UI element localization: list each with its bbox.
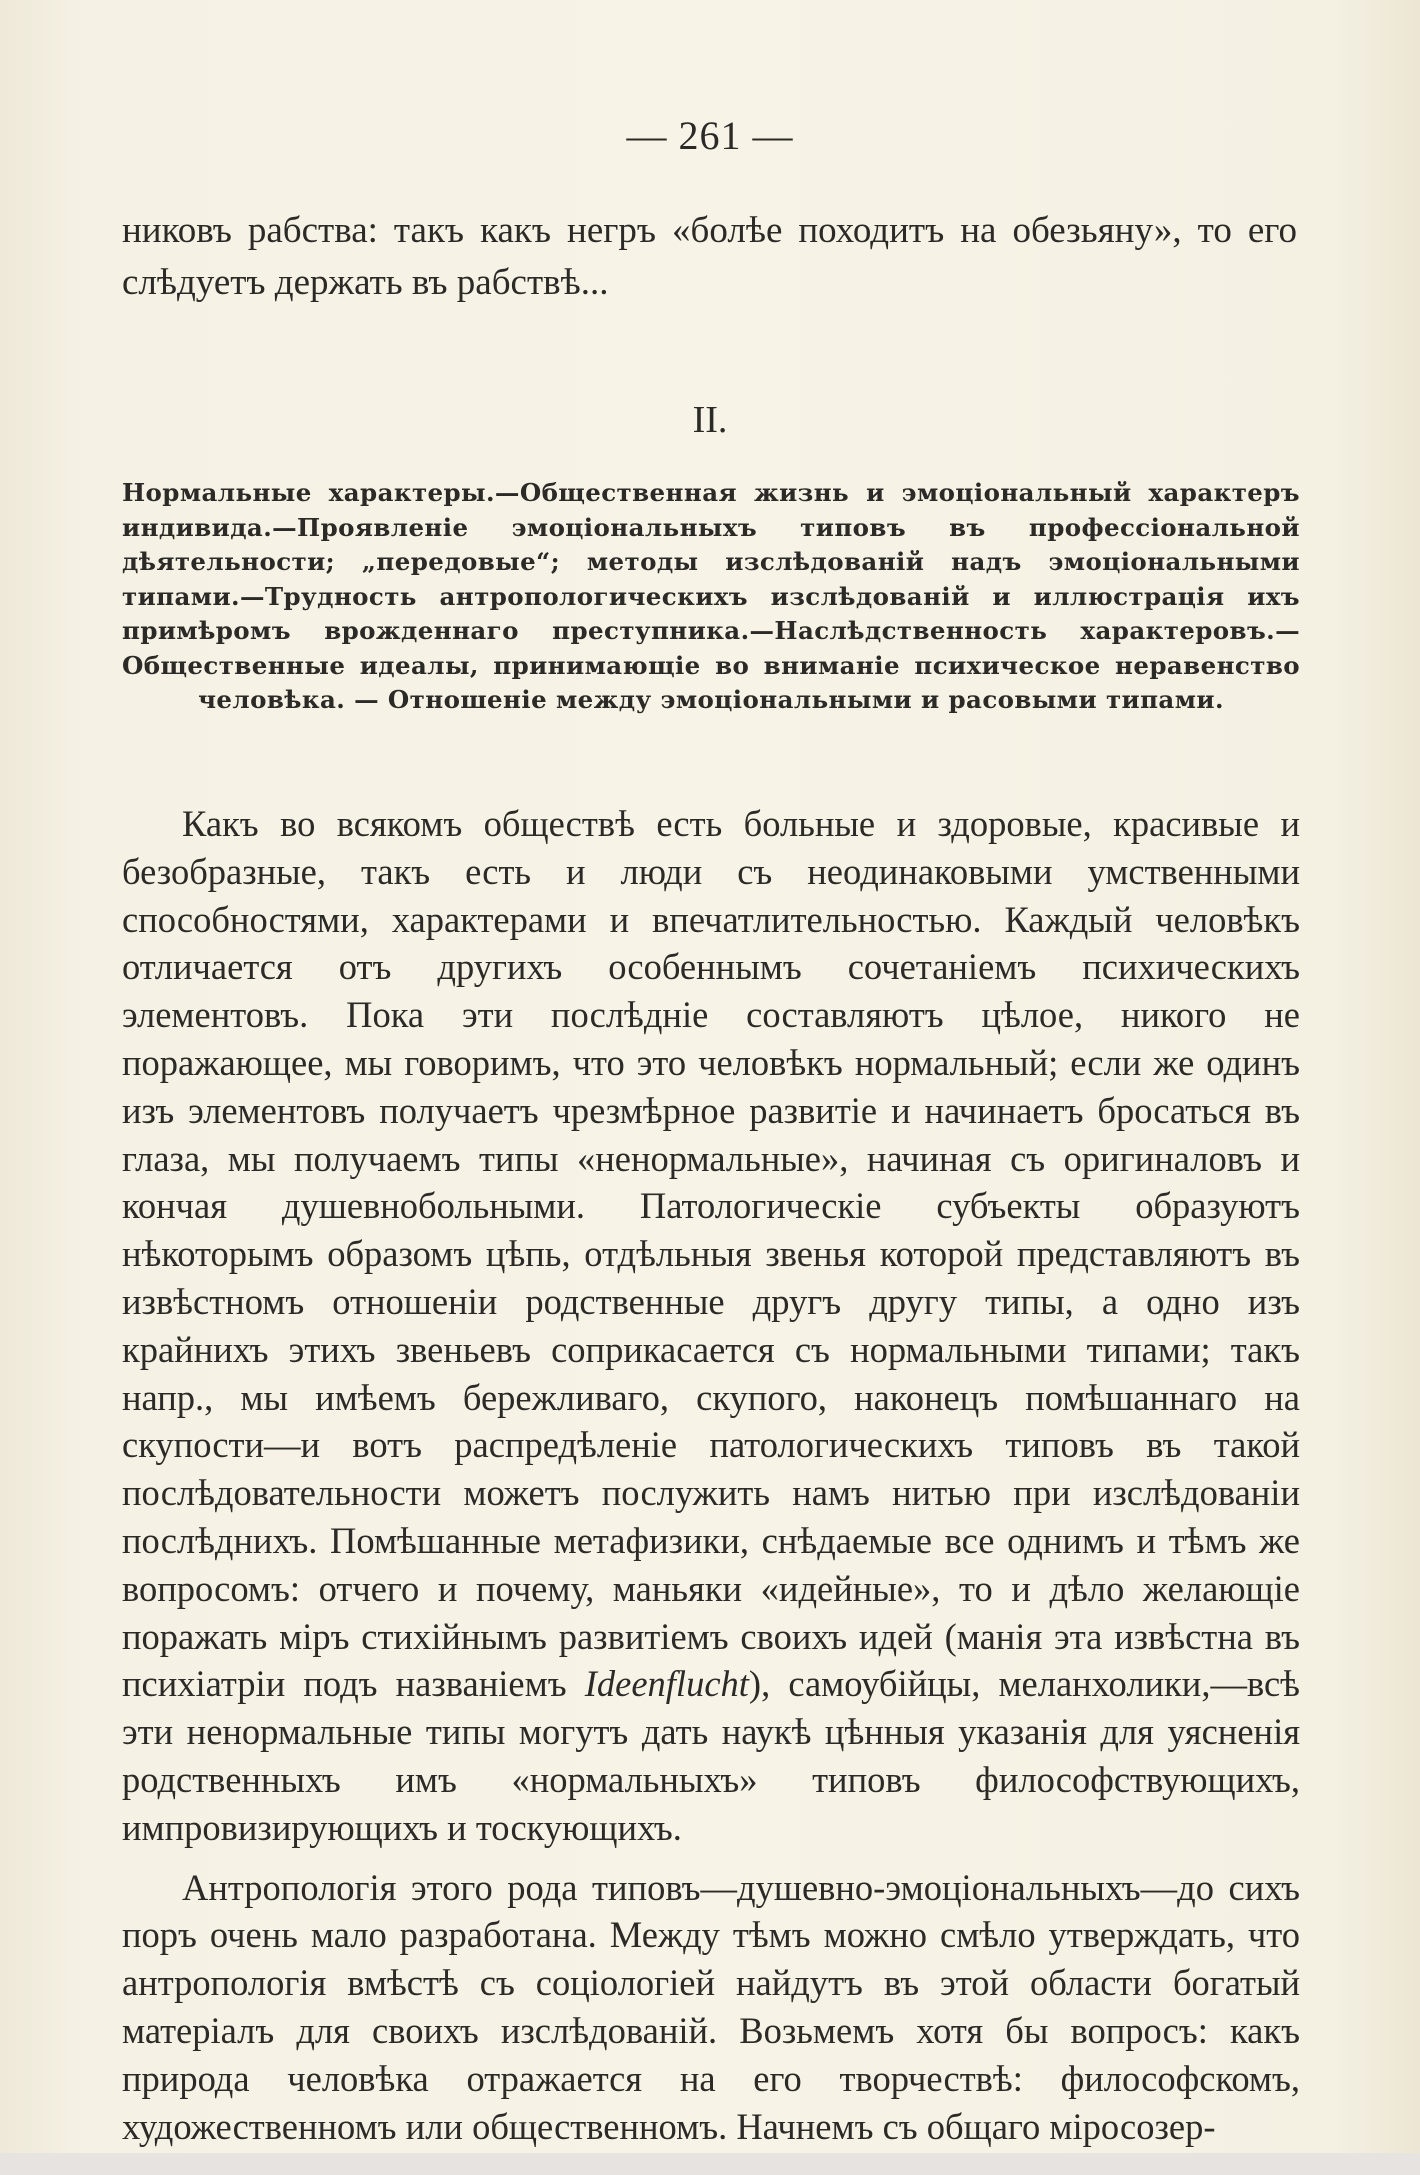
scan-bottom-margin <box>0 2153 1420 2175</box>
intro-paragraph: никовъ рабства: такъ какъ негръ «болѣе походитъ на обезьяну», то его слѣдуетъ держать въ рабствѣ... <box>122 210 1297 303</box>
paragraph-2: Антропологія этого рода типовъ—душевно-эмоціональныхъ—до сихъ поръ очень мало разработана. Между тѣмъ можно смѣло утверждать, что антропологія вмѣстѣ съ соціологіей найдутъ въ этой области богатый матеріалъ для своихъ изслѣдованій. Возьмемъ хотя бы вопросъ: какъ природа человѣка отражается на его творчествѣ: философскомъ, художественномъ или общественномъ. Начнемъ съ общаго міросозер- <box>122 1866 1300 2147</box>
paragraph-1-text: Какъ во всякомъ обществѣ есть больные и здоровые, красивые и безобразные, такъ есть и люди съ неодинаковыми умственными способностями, характерами и впечатлительностью. Каждый человѣкъ отличается отъ другихъ особеннымъ сочетаніемъ психическихъ элементовъ. Пока эти послѣдніе составляютъ цѣлое, никого не поражающее, мы говоримъ, что это человѣкъ нормальный; если же одинъ изъ элементовъ получаетъ чрезмѣрное развитіе и начинаетъ бросаться въ глаза, мы получаемъ типы «ненормальные», начиная съ оригиналовъ и кончая душевнобольными. Патологическіе субъекты образуютъ нѣкоторымъ образомъ цѣпь, отдѣльныя звенья которой представляютъ въ извѣстномъ отношеніи родственные другъ другу типы, а одно изъ крайнихъ этихъ звеньевъ соприкасается съ нормальными типами; такъ напр., мы имѣемъ бережливаго, скупого, наконецъ помѣшаннаго на скупости—и вотъ распредѣленіе патологическихъ типовъ въ такой послѣдовательности можетъ послужить намъ нитью при изслѣдованіи послѣднихъ. Помѣшанные метафизики, снѣдаемые все однимъ и тѣмъ же вопросомъ: отчего и почему, маньяки «идейные», то и дѣло желающіе поражать міръ стихійнымъ развитіемъ своихъ идей (манія эта извѣстна въ психіатріи подъ названіемъ <box>122 803 1300 1705</box>
ideenflucht-term: Ideenflucht <box>584 1663 749 1705</box>
paragraph-1-continuation: ), самоубійцы, меланхолики,—всѣ эти ненормальные типы могутъ дать наукѣ цѣнныя указанія для уясненія родственныхъ имъ «нормальныхъ» типовъ философствующихъ, импровизирующихъ и тоскующихъ. <box>122 1663 1300 1848</box>
intro-text-block <box>122 205 1297 309</box>
section-heading: II. <box>692 399 728 441</box>
paragraph-1 <box>122 800 1300 1852</box>
page-number: — 261 — <box>626 113 794 158</box>
main-text <box>122 800 1300 2162</box>
chapter-synopsis: Нормальные характеры.—Общественная жизнь и эмоціональный характеръ индивида.—Проявленіе эмоціональныхъ типовъ въ профессіональной дѣятельности; „передовые“; методы изслѣдованій надъ эмоціональными типами.—Трудность антропологическихъ изслѣдованій и иллюстрація ихъ примѣромъ врожденнаго преступника.—Наслѣдственность характеровъ.—Общественные идеалы, принимающіе во вниманіе психическое неравенство человѣка. — Отношеніе между эмоціональными и расовыми типами. <box>122 478 1300 714</box>
